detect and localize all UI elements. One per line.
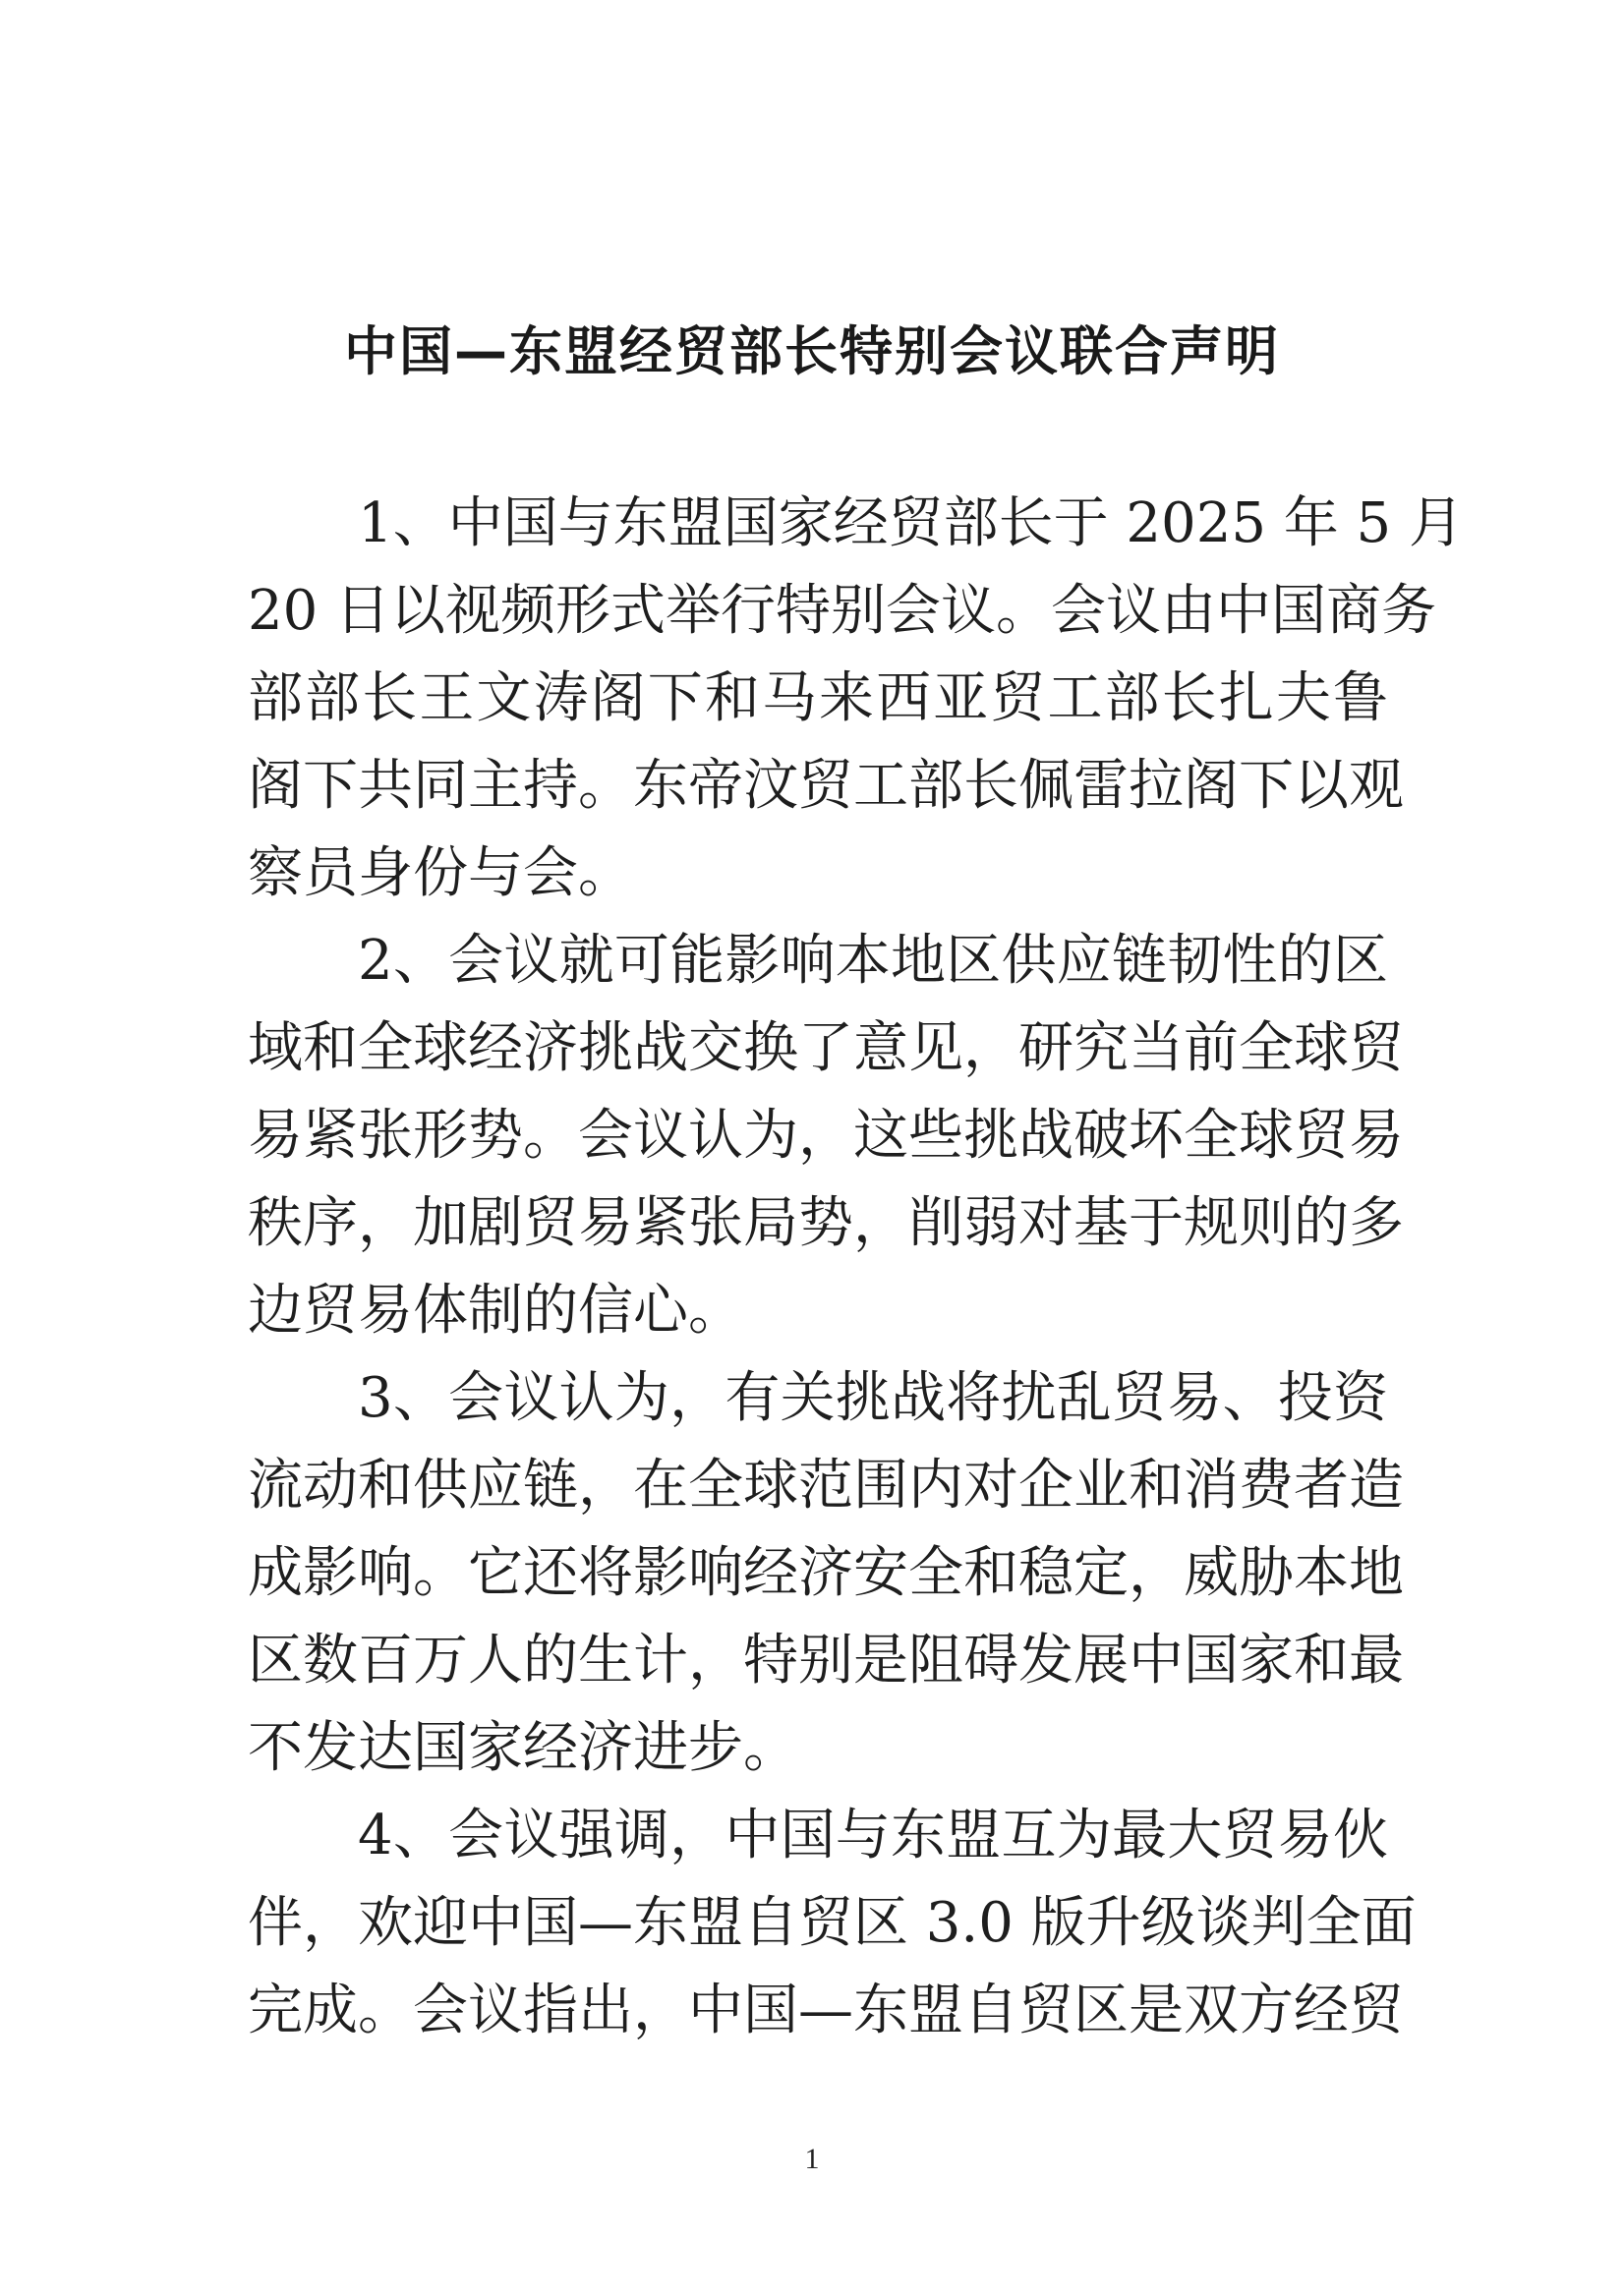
paragraph-1-line: 部部长王文涛阁下和马来西亚贸工部长扎夫鲁: [248, 666, 1388, 730]
document-title: 中国—东盟经贸部长特别会议联合声明: [344, 320, 1280, 382]
paragraph-3-line: 流动和供应链，在全球范围内对企业和消费者造: [248, 1454, 1404, 1518]
paragraph-4-line: 完成。会议指出，中国—东盟自贸区是双方经贸: [248, 1979, 1404, 2042]
paragraph-2-line: 边贸易体制的信心。: [248, 1279, 743, 1343]
paragraph-1-line: 察员身份与会。: [248, 841, 633, 905]
paragraph-2-line: 易紧张形势。会议认为，这些挑战破坏全球贸易: [248, 1104, 1404, 1168]
paragraph-4-line: 伴，欢迎中国—东盟自贸区 3.0 版升级谈判全面: [248, 1891, 1417, 1955]
paragraph-2-line: 2、会议就可能影响本地区供应链韧性的区: [358, 929, 1388, 993]
paragraph-1-line: 阁下共同主持。东帝汶贸工部长佩雷拉阁下以观: [248, 754, 1404, 818]
paragraph-2-line: 秩序，加剧贸易紧张局势，削弱对基于规则的多: [248, 1191, 1404, 1255]
document-body: [248, 480, 1464, 2054]
paragraph-4-line: 4、会议强调，中国与东盟互为最大贸易伙: [358, 1804, 1388, 1867]
paragraph-2-line: 域和全球经济挑战交换了意见，研究当前全球贸: [248, 1016, 1404, 1080]
paragraph-3-line: 不发达国家经济进步。: [248, 1716, 798, 1780]
page-number: 1: [804, 2143, 820, 2175]
paragraph-3-line: 成影响。它还将影响经济安全和稳定，威胁本地: [248, 1541, 1404, 1605]
paragraph-1-line: 1、中国与东盟国家经贸部长于 2025 年 5 月: [358, 491, 1464, 555]
paragraph-3-line: 3、会议认为，有关挑战将扰乱贸易、投资: [358, 1366, 1388, 1430]
paragraph-1-line: 20 日以视频形式举行特别会议。会议由中国商务: [248, 579, 1437, 643]
paragraph-3-line: 区数百万人的生计，特别是阻碍发展中国家和最: [248, 1629, 1404, 1693]
